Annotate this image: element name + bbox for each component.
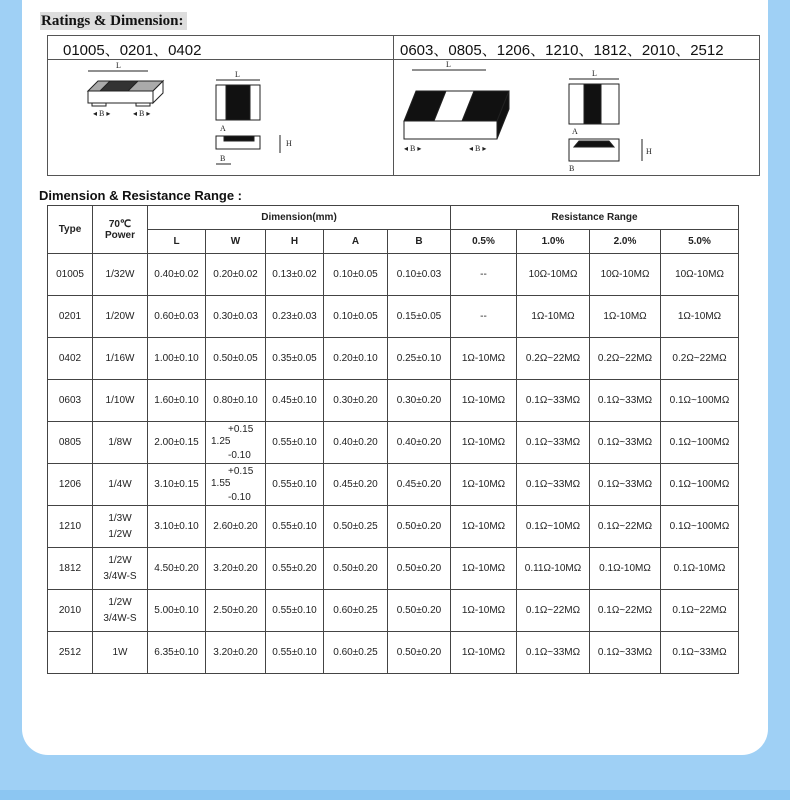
cell-res-5: 0.1Ω-10MΩ [661,548,739,590]
header-dim-1: W [206,230,266,254]
cell-res-1: 0.1Ω~10MΩ [517,506,590,548]
cell-b: 0.15±0.05 [388,296,451,338]
cell-h: 0.23±0.03 [266,296,324,338]
header-dim-2: H [266,230,324,254]
cell-res-5: 10Ω-10MΩ [661,254,739,296]
svg-text:L: L [116,61,121,70]
svg-text:◂ B ▸: ◂ B ▸ [404,144,422,153]
cell-b: 0.40±0.20 [388,422,451,464]
cell-l: 3.10±0.10 [148,506,206,548]
cell-w [206,464,266,506]
w-minus: -0.10 [228,492,251,503]
cell-a: 0.45±0.20 [324,464,388,506]
cell-res-05: 1Ω-10MΩ [451,506,517,548]
cell-res-5: 0.1Ω~100MΩ [661,506,739,548]
small-sizes-label: 01005、0201、0402 [63,42,202,59]
cell-res-2: 0.2Ω~22MΩ [590,338,661,380]
cell-power [93,506,148,548]
cell-res-1: 0.1Ω~33MΩ [517,422,590,464]
table-row [48,338,739,380]
cell-res-05: 1Ω-10MΩ [451,590,517,632]
power-value: 1/8W [108,436,132,448]
cell-power [93,338,148,380]
cell-res-05: 1Ω-10MΩ [451,380,517,422]
cell-power [93,548,148,590]
cell-res-5: 0.2Ω~22MΩ [661,338,739,380]
large-chip-diagram [394,61,759,175]
cell-b: 0.50±0.20 [388,548,451,590]
cell-type: 1206 [48,464,93,506]
cell-type: 1210 [48,506,93,548]
cell-res-1: 10Ω-10MΩ [517,254,590,296]
cell-type: 01005 [48,254,93,296]
cell-res-2: 0.1Ω~33MΩ [590,422,661,464]
cell-h: 0.55±0.10 [266,506,324,548]
svg-text:◂ B ▸: ◂ B ▸ [93,109,111,118]
table-row [48,464,739,506]
svg-text:A: A [572,127,578,136]
cell-h: 0.55±0.10 [266,590,324,632]
cell-a: 0.60±0.25 [324,590,388,632]
cell-a: 0.50±0.20 [324,548,388,590]
small-chip-diagram [48,61,393,175]
large-sizes-label: 0603、0805、1206、1210、1812、2010、2512 [400,42,724,59]
cell-res-5: 0.1Ω~33MΩ [661,632,739,674]
cell-res-1: 0.1Ω~33MΩ [517,464,590,506]
power-value: 1/2W [108,554,132,566]
cell-b: 0.50±0.20 [388,506,451,548]
cell-res-5: 1Ω-10MΩ [661,296,739,338]
cell-h: 0.45±0.10 [266,380,324,422]
table-row [48,296,739,338]
cell-l: 4.50±0.20 [148,548,206,590]
cell-res-2: 0.1Ω-10MΩ [590,548,661,590]
header-dimension: Dimension(mm) [148,206,451,230]
cell-type: 0201 [48,296,93,338]
cell-a: 0.20±0.10 [324,338,388,380]
power-value: 3/4W-S [103,612,137,624]
header-res-1: 1.0% [517,230,590,254]
cell-h: 0.13±0.02 [266,254,324,296]
cell-h: 0.55±0.10 [266,464,324,506]
cell-w: 0.80±0.10 [206,380,266,422]
cell-res-2: 0.1Ω~33MΩ [590,632,661,674]
cell-w: 3.20±0.20 [206,548,266,590]
power-value: 1/2W [108,596,132,608]
cell-a: 0.50±0.25 [324,506,388,548]
header-type: Type [48,206,93,254]
table-row [48,422,739,464]
header-res-3: 5.0% [661,230,739,254]
cell-l: 2.00±0.15 [148,422,206,464]
power-value: 1/10W [105,394,135,406]
cell-res-2: 10Ω-10MΩ [590,254,661,296]
cell-power [93,296,148,338]
cell-b: 0.30±0.20 [388,380,451,422]
header-power-label: Power [104,229,135,241]
svg-text:A: A [220,124,226,133]
svg-text:L: L [235,70,240,79]
cell-l: 1.60±0.10 [148,380,206,422]
cell-w: 2.60±0.20 [206,506,266,548]
cell-l: 6.35±0.10 [148,632,206,674]
w-base: 1.25 [211,436,231,447]
cell-w: 0.20±0.02 [206,254,266,296]
cell-w: 0.50±0.05 [206,338,266,380]
svg-text:H: H [646,147,652,156]
dimension-diagrams-box [47,35,760,176]
cell-res-05: -- [451,296,517,338]
w-plus: +0.15 [228,466,254,477]
header-res-2: 2.0% [590,230,661,254]
header-power-temp: 70℃ [108,218,132,230]
cell-res-2: 1Ω-10MΩ [590,296,661,338]
cell-power [93,632,148,674]
power-value: 1/16W [105,352,135,364]
cell-power [93,464,148,506]
cell-res-05: -- [451,254,517,296]
cell-type: 1812 [48,548,93,590]
cell-b: 0.50±0.20 [388,632,451,674]
header-resistance: Resistance Range [451,206,739,230]
cell-res-5: 0.1Ω~100MΩ [661,422,739,464]
cell-res-2: 0.1Ω~22MΩ [590,506,661,548]
cell-res-1: 0.1Ω~33MΩ [517,380,590,422]
cell-res-1: 0.1Ω~33MΩ [517,632,590,674]
cell-l: 0.60±0.03 [148,296,206,338]
cell-power [93,422,148,464]
bottom-strip [0,790,790,800]
power-value: 1/3W [108,512,132,524]
power-value: 1/32W [105,268,135,280]
header-res-0: 0.5% [451,230,517,254]
cell-res-05: 1Ω-10MΩ [451,422,517,464]
cell-res-05: 1Ω-10MΩ [451,548,517,590]
cell-res-5: 0.1Ω~100MΩ [661,464,739,506]
power-value: 3/4W-S [103,570,137,582]
cell-type: 0402 [48,338,93,380]
cell-res-1: 0.2Ω~22MΩ [517,338,590,380]
header-dim-4: B [388,230,451,254]
header-dim-3: A [324,230,388,254]
power-value: 1/2W [108,528,132,540]
cell-res-2: 0.1Ω~33MΩ [590,464,661,506]
w-plus: +0.15 [228,424,254,435]
ratings-dimension-title: Ratings & Dimension: [40,12,187,30]
cell-res-1: 0.11Ω-10MΩ [517,548,590,590]
table-row [48,380,739,422]
cell-w: 2.50±0.20 [206,590,266,632]
svg-text:◂ B ▸: ◂ B ▸ [469,144,487,153]
cell-w: 0.30±0.03 [206,296,266,338]
table-row [48,632,739,674]
cell-b: 0.10±0.03 [388,254,451,296]
cell-b: 0.45±0.20 [388,464,451,506]
cell-power [93,590,148,632]
cell-type: 0805 [48,422,93,464]
table-row [48,506,739,548]
cell-res-1: 1Ω-10MΩ [517,296,590,338]
cell-a: 0.10±0.05 [324,254,388,296]
table-row [48,548,739,590]
cell-a: 0.30±0.20 [324,380,388,422]
table-row [48,254,739,296]
svg-text:H: H [286,139,292,148]
cell-l: 5.00±0.10 [148,590,206,632]
svg-text:B: B [220,154,226,163]
table-row [48,590,739,632]
svg-text:L: L [592,69,597,78]
dimension-resistance-table [47,205,739,674]
cell-l: 1.00±0.10 [148,338,206,380]
cell-res-5: 0.1Ω~22MΩ [661,590,739,632]
cell-w [206,422,266,464]
cell-type: 2010 [48,590,93,632]
cell-res-05: 1Ω-10MΩ [451,464,517,506]
cell-type: 2512 [48,632,93,674]
svg-text:L: L [446,61,451,69]
svg-text:◂ B ▸: ◂ B ▸ [133,109,151,118]
svg-text:B: B [569,164,575,173]
cell-res-1: 0.1Ω~22MΩ [517,590,590,632]
cell-a: 0.40±0.20 [324,422,388,464]
cell-res-2: 0.1Ω~22MΩ [590,590,661,632]
cell-h: 0.55±0.20 [266,548,324,590]
power-value: 1W [112,646,128,658]
cell-res-05: 1Ω-10MΩ [451,632,517,674]
power-value: 1/20W [105,310,135,322]
cell-l: 3.10±0.15 [148,464,206,506]
cell-h: 0.35±0.05 [266,338,324,380]
cell-type: 0603 [48,380,93,422]
cell-res-05: 1Ω-10MΩ [451,338,517,380]
power-value: 1/4W [108,478,132,490]
cell-a: 0.10±0.05 [324,296,388,338]
cell-l: 0.40±0.02 [148,254,206,296]
header-dim-0: L [148,230,206,254]
w-base: 1.55 [211,478,231,489]
header-power [93,206,148,254]
cell-w: 3.20±0.20 [206,632,266,674]
cell-power [93,254,148,296]
cell-h: 0.55±0.10 [266,422,324,464]
cell-res-2: 0.1Ω~33MΩ [590,380,661,422]
cell-b: 0.25±0.10 [388,338,451,380]
cell-h: 0.55±0.10 [266,632,324,674]
cell-b: 0.50±0.20 [388,590,451,632]
dimension-resistance-title: Dimension & Resistance Range : [39,188,242,203]
cell-a: 0.60±0.25 [324,632,388,674]
w-minus: -0.10 [228,450,251,461]
cell-power [93,380,148,422]
cell-res-5: 0.1Ω~100MΩ [661,380,739,422]
